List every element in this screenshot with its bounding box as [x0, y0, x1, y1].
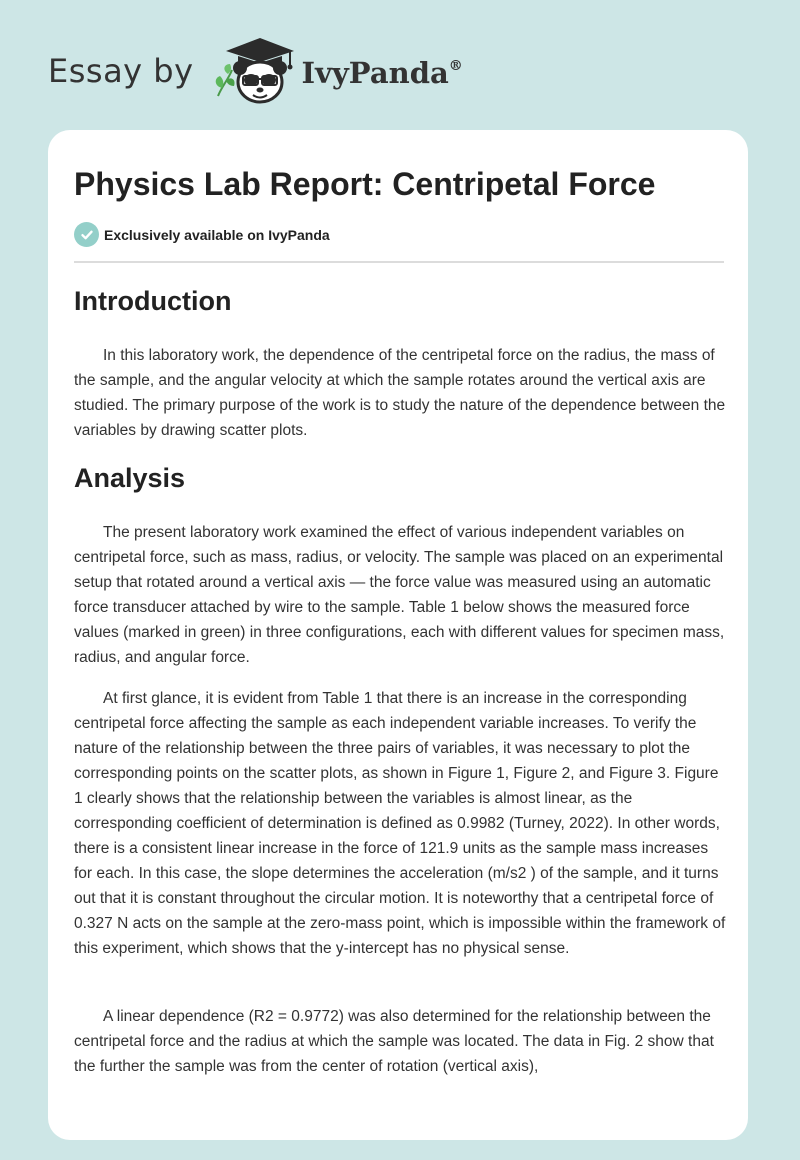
section-heading-introduction: Introduction: [74, 286, 232, 316]
paragraph: A linear dependence (R2 = 0.9772) was also determined for the relationship between the centripetal force and the radius at which the sample was located. The data in Fig. 2 show that the further the sample was from the center of rotation (vertical axis),: [74, 1008, 714, 1075]
essay-card: [48, 130, 748, 1140]
exclusive-badge-text: Exclusively available on IvyPanda: [104, 226, 330, 243]
brand-name[interactable]: [302, 56, 463, 90]
exclusive-badge: [74, 222, 330, 247]
brand-name-text: IvyPanda: [301, 56, 449, 90]
title-divider: [74, 261, 724, 263]
paragraph: At first glance, it is evident from Table 1 that there is an increase in the corresponding centripetal force affecting the sample as each independent variable increases. To verify the nature of the relationship between the three pairs of variables, it was necessary to plot the corresponding points on the scatter plots, as shown in Figure 1, Figure 2, and Figure 3. Figure 1 clearly shows that the relationship between the variables is almost linear, as the corresponding coefficient of determination is defined as 0.9982 (Turney, 2022). In other words, there is a consistent linear increase in the force of 121.9 units as the sample mass increases for each. In this case, the slope determines the acceleration (m/s2 ) of the sample, and it turns out that it is constant throughout the circular motion. It is noteworthy that a centripetal force of 0.327 N acts on the sample at the zero-mass point, which is impossible within the framework of this experiment, which shows that the y-intercept has no physical sense.: [74, 690, 726, 957]
paragraph: In this laboratory work, the dependence of the centripetal force on the radius, the mass of the sample, and the angular velocity at which the sample rotates around the vertical axis are studied. The primary purpose of the work is to study the nature of the dependence between the variables by drawing scatter plots.: [74, 347, 726, 439]
site-header: [48, 36, 463, 106]
check-icon: [74, 222, 99, 247]
page-title: Physics Lab Report: Centripetal Force: [74, 166, 656, 202]
registered-mark: ®: [448, 58, 463, 75]
section-heading-analysis: Analysis: [74, 463, 186, 493]
paragraph: The present laboratory work examined the effect of various independent variables on centripetal force, such as mass, radius, or velocity. The sample was placed on an experimental setup that rotated around a vertical axis — the force value was measured using an automatic force transducer attached by wire to the sample. Table 1 below shows the measured force values (marked in green) in three configurations, each with different values for specimen mass, radius, and angular force.: [74, 524, 725, 666]
essay-by-label: Essay by: [48, 52, 194, 90]
panda-graduate-logo-icon[interactable]: [208, 36, 296, 106]
